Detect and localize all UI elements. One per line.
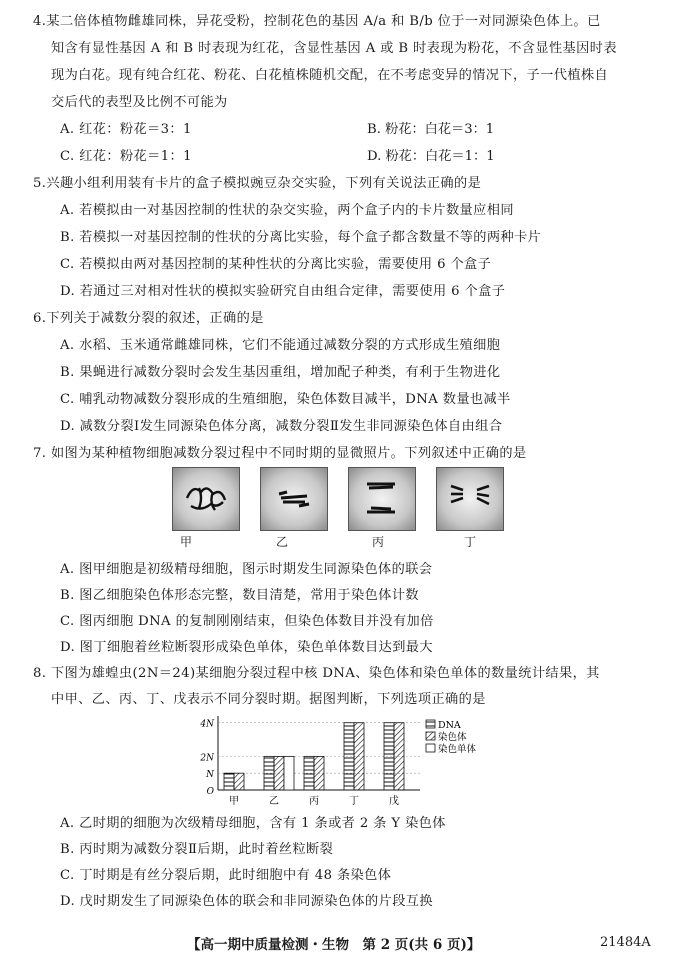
y-tick-label: 2N: [200, 753, 214, 764]
y-tick-label: N: [206, 770, 214, 781]
q5-option-c: C. 若模拟由两对基因控制的某种性状的分离比实验，需要使用 6 个盒子: [60, 257, 492, 272]
photo-label-jia: 甲: [180, 535, 193, 549]
micrograph-panel: [172, 463, 512, 551]
y-tick-label: O: [206, 787, 214, 797]
bar-DNA-丁: [344, 723, 354, 790]
q7-option-b: B. 图乙细胞染色体形态完整，数目清楚，常用于染色体计数: [60, 588, 419, 603]
y-tick-label: 4N: [200, 719, 214, 730]
micrograph-ding: [436, 467, 504, 531]
legend-swatch-1: [426, 732, 435, 740]
bar-染色单体-乙: [284, 756, 294, 790]
bar-染色体-丁: [354, 723, 364, 790]
legend-label-1: 染色体: [438, 732, 467, 743]
q5-option-d: D. 若通过三对相对性状的模拟实验研究自由组合定律，需要使用 6 个盒子: [60, 284, 506, 299]
q5-stem: 5.兴趣小组利用装有卡片的盒子模拟豌豆杂交实验，下列有关说法正确的是: [33, 176, 482, 191]
bar-染色体-丙: [314, 756, 324, 790]
photo-label-ding: 丁: [464, 535, 477, 549]
q8-option-b: B. 丙时期为减数分裂Ⅱ后期，此时着丝粒断裂: [60, 842, 334, 857]
chart-svg: [198, 712, 518, 812]
x-category-label: 丙: [309, 796, 319, 807]
x-category-label: 丁: [349, 796, 359, 807]
q7-option-d: D. 图丁细胞着丝粒断裂形成染色单体，染色单体数目达到最大: [60, 640, 433, 655]
q4-option-d: D. 粉花：白花＝1：1: [367, 149, 495, 164]
legend-swatch-0: [426, 720, 435, 728]
q4-option-c: C. 红花：粉花＝1：1: [60, 149, 192, 164]
bar-染色体-戊: [394, 723, 404, 790]
legend-label-2: 染色单体: [438, 744, 477, 755]
q8-option-c: C. 丁时期是有丝分裂后期，此时细胞中有 48 条染色体: [60, 868, 392, 883]
q6-option-a: A. 水稻、玉米通常雌雄同株，它们不能通过减数分裂的方式形成生殖细胞: [60, 338, 501, 353]
page-footer: 【高一期中质量检测・生物 第 2 页(共 6 页)】: [187, 937, 481, 953]
micrograph-jia: [172, 467, 240, 531]
micrograph-yi: [260, 467, 328, 531]
q8-option-d: D. 戊时期发生了同源染色体的联会和非同源染色体的片段互换: [60, 894, 433, 909]
q4-line-2: 知含有显性基因 A 和 B 时表现为红花，含显性基因 A 或 B 时表现为粉花，不含显性基因时表: [51, 41, 617, 56]
q6-option-b: B. 果蝇进行减数分裂时会发生基因重组，增加配子种类，有利于生物进化: [60, 365, 501, 380]
q4-line-3: 现为白花。现有纯合红花、粉花、白花植株随机交配，在不考虑变异的情况下，子一代植株自: [51, 68, 609, 83]
micrograph-bing: [348, 467, 416, 531]
q8-option-a: A. 乙时期的细胞为次级精母细胞，含有 1 条或者 2 条 Y 染色体: [60, 816, 446, 831]
q8-stem-line-1: 8. 下图为雄蝗虫(2N＝24)某细胞分裂过程中核 DNA、染色体和染色单体的数量统计结果，其: [33, 666, 600, 681]
bar-DNA-戊: [384, 723, 394, 790]
q7-option-a: A. 图甲细胞是初级精母细胞，图示时期发生同源染色体的联会: [60, 562, 433, 577]
q6-stem: 6.下列关于减数分裂的叙述，正确的是: [33, 311, 264, 326]
photo-label-yi: 乙: [276, 535, 289, 549]
x-category-label: 甲: [229, 796, 239, 807]
q4-line-1: 4.某二倍体植物雌雄同株，异花受粉，控制花色的基因 A/a 和 B/b 位于一对同源染色体上。已: [33, 14, 601, 29]
q8-stem-line-2: 中甲、乙、丙、丁、戊表示不同分裂时期。据图判断，下列选项正确的是: [51, 692, 486, 707]
x-category-label: 乙: [269, 796, 279, 807]
bar-染色体-甲: [234, 773, 244, 790]
legend-label-0: DNA: [438, 720, 461, 731]
bar-chart: [198, 712, 518, 812]
x-category-label: 戊: [389, 796, 399, 807]
q4-option-b: B. 粉花：白花＝3：1: [367, 122, 495, 137]
bar-DNA-丙: [304, 756, 314, 790]
bar-DNA-乙: [264, 756, 274, 790]
bar-染色体-乙: [274, 756, 284, 790]
q6-option-d: D. 减数分裂Ⅰ发生同源染色体分离，减数分裂Ⅱ发生非同源染色体自由组合: [60, 419, 503, 434]
q7-option-c: C. 图丙细胞 DNA 的复制刚刚结束，但染色体数目并没有加倍: [60, 614, 434, 629]
q4-line-4: 交后代的表型及比例不可能为: [51, 95, 228, 110]
q5-option-a: A. 若模拟由一对基因控制的性状的杂交实验，两个盒子内的卡片数量应相同: [60, 203, 514, 218]
photo-label-bing: 丙: [372, 535, 385, 549]
q4-option-a: A. 红花：粉花＝3：1: [60, 122, 192, 137]
exam-code: 21484A: [600, 935, 651, 950]
q5-option-b: B. 若模拟一对基因控制的性状的分离比实验，每个盒子都含数量不等的两种卡片: [60, 230, 542, 245]
q6-option-c: C. 哺乳动物减数分裂形成的生殖细胞，染色体数目减半，DNA 数量也减半: [60, 392, 511, 407]
legend-swatch-2: [426, 744, 435, 752]
q7-stem: 7. 如图为某种植物细胞减数分裂过程中不同时期的显微照片。下列叙述中正确的是: [33, 446, 527, 461]
bar-DNA-甲: [224, 773, 234, 790]
